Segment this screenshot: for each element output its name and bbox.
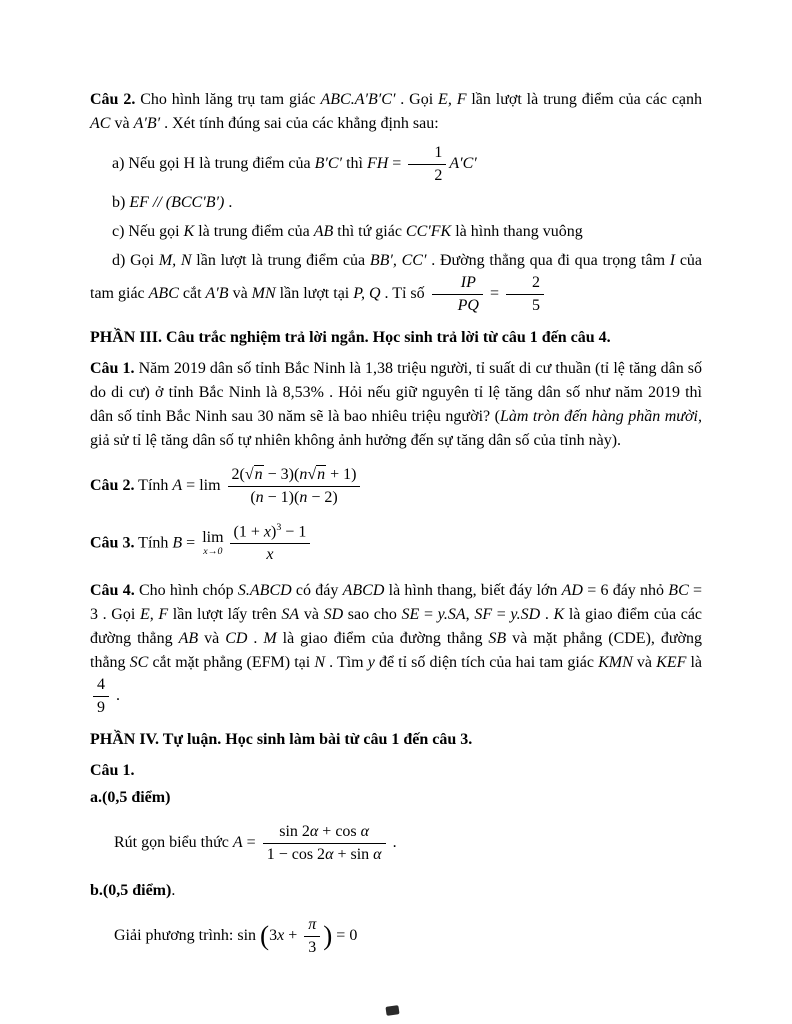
text-segment: sin 2 — [279, 823, 310, 841]
text-segment: SF — [474, 606, 493, 624]
text-segment: a) Nếu gọi H là trung điểm của — [112, 155, 315, 173]
text-segment: − 2) — [307, 489, 338, 506]
text-segment: − 1 — [281, 523, 307, 541]
text-segment: 3 — [308, 939, 317, 957]
text-segment: M — [263, 630, 277, 648]
text-segment: B′C′ — [314, 155, 343, 173]
text-segment: . — [388, 834, 397, 852]
text-segment: = 0 — [332, 927, 358, 945]
text-segment: KMN — [598, 654, 633, 672]
text-segment: = — [492, 606, 511, 624]
text-segment: A — [232, 834, 243, 852]
text-segment: A′B — [205, 285, 229, 303]
square-root — [245, 465, 264, 483]
text-segment: . Tìm — [325, 654, 368, 672]
text-segment: cắt mặt phẳng (EFM) tại — [148, 654, 315, 672]
text-segment: = 6 đáy nhỏ — [582, 582, 669, 600]
text-segment: AB — [313, 223, 334, 240]
fraction — [506, 273, 544, 316]
text-segment: CD — [225, 630, 248, 648]
text-segment: có đáy — [291, 582, 343, 600]
text-segment: FH — [366, 155, 389, 173]
text-segment: Tính — [134, 534, 173, 552]
text-segment: = — [419, 606, 438, 624]
text-segment: c) Nếu gọi — [112, 223, 184, 240]
text-segment: Câu 1. — [90, 762, 135, 780]
text-segment: + cos — [318, 823, 361, 841]
text-segment: P, Q — [353, 285, 381, 303]
text-segment: K — [553, 606, 565, 624]
fraction — [432, 273, 483, 316]
text-segment: − 3)( — [263, 466, 300, 483]
text-segment: S.ABCD — [237, 582, 292, 600]
text-segment: CC′FK — [405, 223, 452, 240]
text-segment: AB — [178, 630, 199, 648]
text-segment: x — [266, 546, 274, 564]
text-segment: 3 — [269, 927, 278, 945]
fraction-numerator — [263, 822, 386, 844]
text-segment: , — [465, 606, 475, 624]
text-segment: A′B′ — [133, 115, 161, 132]
text-segment: . — [224, 194, 233, 211]
text-segment: Cho hình chóp — [134, 582, 238, 600]
text-segment: Cho hình lăng trụ tam giác — [135, 91, 321, 108]
text-segment: . Xét tính đúng sai của các khẳng định sau: — [160, 115, 439, 132]
text-segment: = — [485, 285, 504, 303]
text-segment: y.SA — [437, 606, 466, 624]
text-segment: = — [182, 534, 200, 552]
part4-question1b-label — [90, 879, 702, 903]
text-segment: là giao điểm của đường thẳng — [276, 630, 489, 648]
text-segment: BB′, CC′ — [369, 252, 427, 269]
text-segment: 2( — [231, 466, 245, 483]
text-segment: . — [112, 687, 120, 705]
text-segment: lần lượt tại — [275, 285, 354, 303]
text-segment: và — [198, 630, 226, 648]
text-segment: Câu 2. — [90, 477, 135, 495]
text-segment: lần lượt là trung điểm của — [191, 252, 370, 269]
text-segment: . Đường thẳng qua đi qua trọng tâm — [426, 252, 670, 269]
part4-question1-label — [90, 759, 702, 783]
text-segment: 1 − cos 2 — [266, 846, 326, 864]
text-segment: Câu 1. — [90, 360, 135, 377]
fraction-numerator — [408, 143, 446, 165]
fraction-denominator — [304, 937, 320, 958]
limit-word: lim — [202, 529, 224, 547]
text-segment: y.SD — [510, 606, 541, 624]
text-segment: để tỉ số diện tích của hai tam giác — [374, 654, 599, 672]
text-segment: lần lượt lấy trên — [168, 606, 282, 624]
text-segment: thì — [342, 155, 367, 173]
fraction-denominator — [228, 487, 361, 508]
text-segment: cắt — [178, 285, 206, 303]
text-segment: a.(0,5 điểm) — [90, 789, 171, 807]
text-segment: b.(0,5 điểm) — [90, 882, 172, 900]
fraction-denominator — [506, 295, 544, 316]
text-segment: 2 — [532, 274, 541, 291]
text-segment: Giải phương trình: sin — [114, 927, 261, 945]
square-root — [307, 465, 326, 483]
text-segment: và — [299, 606, 324, 624]
fraction — [408, 143, 446, 186]
text-segment: ( — [260, 920, 270, 951]
text-segment: ) — [323, 920, 333, 951]
fraction-denominator — [230, 544, 311, 565]
text-segment: lần lượt là trung điểm của các cạnh — [466, 91, 703, 108]
text-segment: . Gọi — [395, 91, 439, 108]
text-segment: 2 — [434, 167, 443, 184]
limit-operator — [202, 530, 223, 557]
text-segment: ) — [271, 523, 277, 541]
text-segment: 4 — [97, 676, 105, 694]
text-segment: Rút gọn biểu thức — [114, 834, 233, 852]
text-segment: Tính — [134, 477, 173, 495]
limit-subscript: x→0 — [203, 545, 223, 557]
text-segment: Câu 3. — [90, 534, 135, 552]
text-segment: ABC — [148, 285, 179, 303]
text-segment: giả sử tỉ lệ tăng dân số tự nhiên không ảnh hưởng đến sự tăng dân số của tỉnh này). — [90, 432, 622, 449]
text-segment: A′C′ — [449, 155, 477, 173]
text-segment: A — [172, 477, 183, 495]
fraction — [228, 465, 361, 508]
text-segment: SC — [129, 654, 149, 672]
text-segment: π — [308, 916, 317, 934]
text-segment: n — [317, 466, 326, 483]
text-segment: Câu 4. — [90, 582, 135, 600]
text-segment: ABC.A′B′C′ — [320, 91, 396, 108]
text-segment: n — [254, 466, 263, 483]
fraction-numerator — [304, 915, 320, 937]
fraction-denominator — [408, 165, 446, 186]
text-segment: IP — [460, 274, 476, 291]
text-segment: K — [183, 223, 195, 240]
text-segment: KEF — [656, 654, 687, 672]
text-segment: 9 — [97, 699, 105, 717]
fraction-denominator — [432, 295, 483, 316]
fraction-numerator — [230, 522, 311, 544]
text-segment: AC — [90, 115, 111, 132]
fraction — [230, 522, 311, 565]
text-segment: = lim — [182, 477, 225, 495]
text-segment: . Tỉ số — [380, 285, 429, 303]
text-segment: AD — [561, 582, 583, 600]
text-segment: Năm 2019 dân số tỉnh Bắc Ninh là 1,38 triệu người, tỉ suất di cư thuần (tỉ lệ tăng dân số do di cư) ở tỉnh Bắc Ninh là 8,53% . Hỏi nếu giữ nguyên tỉ lệ tăng dân số như năm 2019 thì dân số tỉnh Bắc Ninh sau 30 năm sẽ là bao nhiêu triệu người? ( — [90, 360, 703, 425]
text-segment: + sin — [333, 846, 374, 864]
fraction-numerator — [93, 675, 109, 697]
part3-heading — [90, 326, 702, 350]
text-segment: α — [360, 823, 370, 841]
text-segment: là hình thang vuông — [451, 223, 583, 240]
text-segment: α — [325, 846, 334, 864]
text-segment: n — [299, 466, 308, 483]
text-segment: y — [367, 654, 375, 672]
part3-question1 — [90, 357, 702, 453]
text-segment: α — [373, 846, 382, 864]
part4-heading — [90, 728, 702, 752]
part4-question1a-label — [90, 786, 702, 810]
part4-question1b-content — [90, 915, 702, 958]
text-segment: (1 + — [233, 523, 264, 541]
text-segment: SE — [401, 606, 420, 624]
text-segment: MN — [251, 285, 276, 303]
text-segment: ABCD — [342, 582, 385, 600]
fraction — [93, 675, 109, 718]
radicand — [254, 465, 264, 483]
text-segment: d) Gọi — [112, 252, 159, 269]
fraction-numerator — [432, 273, 483, 295]
text-segment: . — [540, 606, 554, 624]
text-segment: thì tứ giác — [333, 223, 406, 240]
text-segment: − 1)( — [263, 489, 300, 506]
text-segment: PHẦN IV. Tự luận. Học sinh làm bài từ câu 1 đến câu 3. — [90, 731, 473, 749]
text-segment: là — [686, 654, 703, 672]
text-segment: (BCC′B′) — [165, 194, 225, 211]
radicand — [316, 465, 326, 483]
part4-question1a-content — [90, 822, 702, 865]
text-segment: . — [247, 630, 264, 648]
text-segment: I — [669, 252, 676, 269]
part3-question2 — [90, 465, 702, 508]
fraction-numerator — [506, 273, 544, 295]
text-segment: α — [309, 823, 319, 841]
text-segment: là hình thang, biết đáy lớn — [384, 582, 562, 600]
text-segment: ( — [250, 489, 256, 506]
text-segment: và mặt phẳng (CDE), đường thẳng — [90, 630, 703, 672]
fraction — [263, 822, 386, 865]
text-segment: // — [148, 194, 166, 211]
radical-sign-icon: √ — [307, 466, 317, 483]
text-segment: + — [284, 927, 302, 945]
fraction-denominator — [263, 844, 386, 865]
text-segment: x — [263, 523, 272, 541]
text-segment: n — [299, 489, 308, 506]
superscript: 3 — [276, 522, 282, 533]
text-segment: và — [110, 115, 134, 132]
text-segment: x — [277, 927, 285, 945]
question2-statement — [90, 88, 702, 136]
text-segment: EF — [129, 194, 149, 211]
text-segment: BC — [668, 582, 689, 600]
text-segment: . — [171, 882, 176, 900]
text-segment: b) — [112, 194, 130, 211]
text-segment: E, F — [139, 606, 169, 624]
text-segment: 5 — [532, 297, 541, 314]
question2-item-d — [90, 249, 702, 316]
question2-item-b — [90, 191, 702, 215]
text-segment: = 3 . Gọi — [90, 582, 703, 624]
part3-question3 — [90, 522, 702, 565]
text-segment: n — [255, 489, 264, 506]
text-segment: và — [632, 654, 657, 672]
text-segment: = — [242, 834, 260, 852]
fraction-denominator — [93, 697, 109, 718]
part3-question4 — [90, 579, 702, 718]
text-segment: N — [314, 654, 325, 672]
question2-item-a — [90, 143, 702, 186]
text-segment: B — [172, 534, 183, 552]
text-segment: và — [228, 285, 252, 303]
text-segment: PQ — [457, 297, 479, 314]
text-segment: Câu 2. — [90, 91, 136, 108]
text-segment: PHẦN III. Câu trắc nghiệm trả lời ngắn. Học sinh trả lời từ câu 1 đến câu 4. — [90, 329, 611, 346]
text-segment: sao cho — [343, 606, 402, 624]
fraction-numerator — [228, 465, 361, 487]
question2-item-c — [90, 220, 702, 244]
text-segment: M, N — [158, 252, 192, 269]
text-segment: SA — [281, 606, 300, 624]
text-segment: Làm tròn đến hàng phần mười, — [499, 408, 702, 425]
text-segment: là giao điểm của các đường thẳng — [90, 606, 703, 648]
text-segment: 1 — [434, 144, 443, 161]
text-segment: + 1) — [326, 466, 357, 483]
radical-sign-icon: √ — [244, 466, 254, 483]
scan-artifact — [385, 1005, 399, 1016]
text-segment: là trung điểm của — [194, 223, 314, 240]
text-segment: của tam giác — [90, 252, 703, 303]
text-segment: SB — [488, 630, 507, 648]
fraction — [304, 915, 320, 958]
text-segment: SD — [323, 606, 344, 624]
text-segment: = — [388, 155, 406, 173]
text-segment: E, F — [438, 91, 467, 108]
